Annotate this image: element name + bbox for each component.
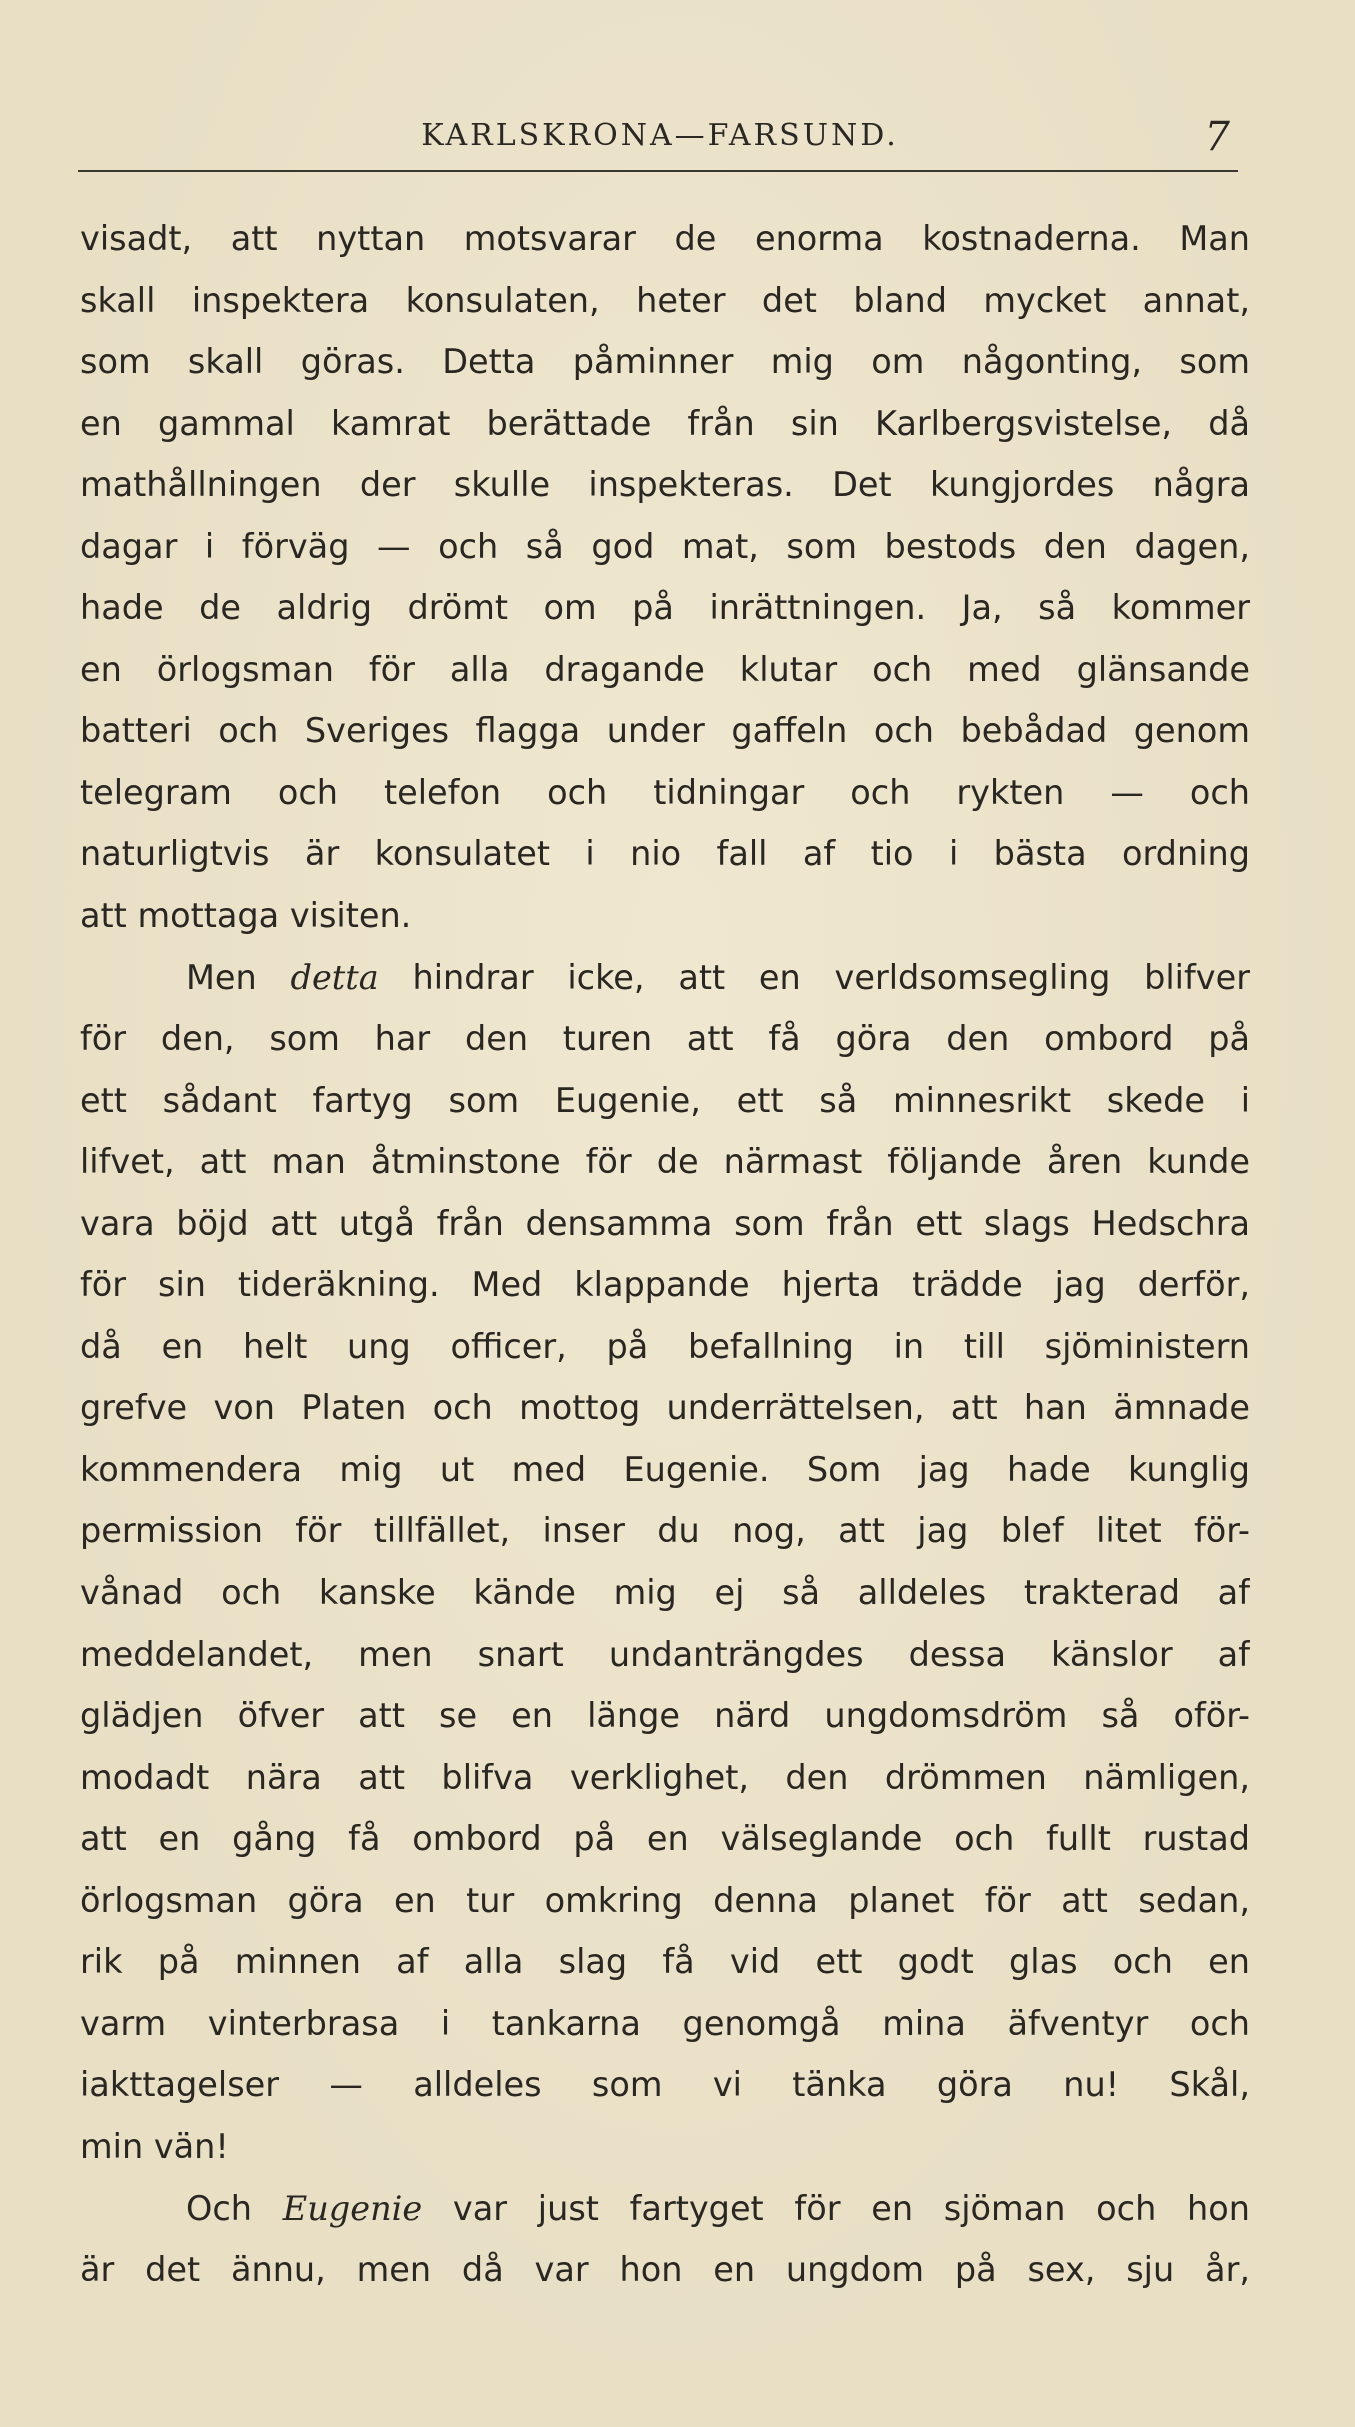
text-segment: var just fartyget för en sjöman och hon [452, 2188, 1250, 2228]
text-line: kommendera mig ut med Eugenie. Som jag hade kunglig [80, 1449, 1250, 1489]
text-line: visadt, att nyttan motsvarar de enorma kostnaderna. Man [80, 219, 1250, 258]
italic-word: Eugenie [282, 2188, 423, 2228]
text-line: ett sådant fartyg som Eugenie, ett så minnesrikt skede i [80, 1080, 1250, 1120]
text-line: grefve von Platen och mottog underrättelsen, att han ämnade [80, 1388, 1250, 1428]
text-line: lifvet, att man åtminstone för de närmast följande åren kunde [80, 1142, 1250, 1182]
text-line: naturligtvis är konsulatet i nio fall af tio i bästa ordning [80, 834, 1250, 874]
text-line: skall inspektera konsulaten, heter det bland mycket annat, [80, 280, 1250, 320]
text-line: en gammal kamrat berättade från sin Karlbergsvistelse, då [80, 403, 1250, 443]
running-head [80, 114, 1240, 168]
italic-word: detta [290, 957, 379, 997]
text-line: meddelandet, men snart undanträngdes dessa känslor af [80, 1634, 1250, 1674]
text-line: hade de aldrig drömt om på inrättningen. Ja, så kommer [80, 588, 1250, 628]
text-line: glädjen öfver att se en länge närd ungdomsdröm så oför- [80, 1696, 1250, 1736]
text-segment: Och [186, 2188, 253, 2228]
text-line: är det ännu, men då var hon en ungdom på sex, sju år, [80, 2250, 1250, 2290]
text-line: vånad och kanske kände mig ej så alldeles trakterad af [80, 1573, 1250, 1613]
text-line: mathållningen der skulle inspekteras. Det kungjordes några [80, 465, 1250, 505]
body-text [80, 208, 1250, 2301]
text-line: batteri och Sveriges flagga under gaffeln och bebådad genom [80, 711, 1250, 751]
text-line: varm vinterbrasa i tankarna genomgå mina äfventyr och [80, 2003, 1250, 2043]
header-rule [78, 170, 1238, 172]
running-title: KARLSKRONA—FARSUND. [421, 118, 899, 153]
page-number: 7 [1204, 114, 1230, 160]
text-line: att mottaga visiten. [80, 896, 412, 936]
text-line: permission för tillfället, inser du nog, att jag blef litet för- [80, 1511, 1250, 1551]
text-line: för sin tideräkning. Med klappande hjerta trädde jag derför, [80, 1265, 1250, 1305]
text-line: vara böjd att utgå från densamma som från ett slags Hedschra [80, 1203, 1250, 1243]
text-line: modadt nära att blifva verklighet, den drömmen nämligen, [80, 1757, 1250, 1797]
text-line: rik på minnen af alla slag få vid ett godt glas och en [80, 1942, 1250, 1982]
text-line: iakttagelser — alldeles som vi tänka göra nu! Skål, [80, 2065, 1250, 2105]
text-line: min vän! [80, 2126, 229, 2166]
text-line: som skall göras. Detta påminner mig om någonting, som [80, 342, 1250, 382]
text-line: örlogsman göra en tur omkring denna planet för att sedan, [80, 1880, 1250, 1920]
text-line: dagar i förväg — och så god mat, som bestods den dagen, [80, 526, 1250, 566]
paragraph-start-line [80, 947, 1250, 1009]
text-line: då en helt ung officer, på befallning in till sjöministern [80, 1326, 1250, 1366]
text-line: att en gång få ombord på en välseglande och fullt rustad [80, 1819, 1250, 1859]
text-line: en örlogsman för alla dragande klutar och med glänsande [80, 649, 1250, 689]
text-line: för den, som har den turen att få göra den ombord på [80, 1019, 1250, 1059]
paragraph-start-line [80, 2178, 1250, 2240]
text-segment: Men [186, 957, 257, 997]
text-segment: hindrar icke, att en verldsomsegling blifver [412, 957, 1250, 997]
text-line: telegram och telefon och tidningar och rykten — och [80, 772, 1250, 812]
